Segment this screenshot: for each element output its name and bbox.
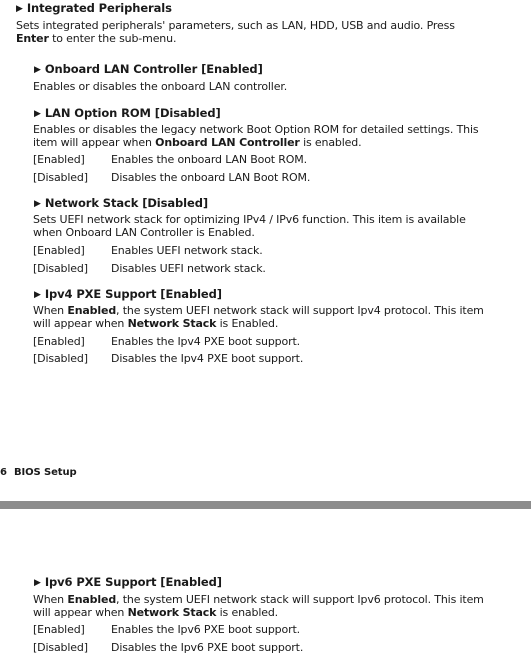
network-stack-heading (34, 196, 208, 211)
option-value: Enables UEFI network stack. (111, 244, 263, 257)
page-divider (0, 501, 531, 509)
option-key: [Disabled] (33, 171, 88, 184)
desc-text: , the system UEFI network stack will support Ipv4 protocol. This item (116, 304, 484, 317)
triangle-bullet-icon: ▶ (34, 65, 41, 75)
onboard-lan-description: Enables or disables the onboard LAN controller. (33, 80, 288, 93)
desc-bold-text: Network Stack (127, 605, 217, 619)
desc-text: is Enabled. (216, 316, 279, 330)
option-row (33, 335, 300, 348)
option-key: [Disabled] (33, 352, 88, 365)
option-value: Enables the onboard LAN Boot ROM. (111, 153, 307, 166)
network-stack-description (33, 214, 528, 239)
ipv6-pxe-title: Ipv6 PXE Support [Enabled] (44, 575, 222, 589)
desc-text: , the system UEFI network stack will support Ipv6 protocol. This item (116, 593, 484, 606)
option-value: Disables the Ipv4 PXE boot support. (111, 352, 304, 365)
desc-text: Enables or disables the legacy network Boot Option ROM for detailed settings. This (33, 123, 479, 136)
ipv6-pxe-description (33, 594, 528, 619)
option-key: [Disabled] (33, 262, 88, 275)
option-row (33, 262, 266, 275)
desc-bold-text: Enter (16, 31, 49, 45)
triangle-bullet-icon: ▶ (34, 578, 41, 588)
integrated-peripherals-description (16, 20, 526, 45)
desc-text: is enabled. (216, 605, 279, 619)
option-key: [Enabled] (33, 244, 85, 257)
desc-text: is enabled. (299, 135, 362, 149)
lan-option-rom-description (33, 124, 528, 149)
triangle-bullet-icon: ▶ (34, 290, 41, 300)
network-stack-title: Network Stack [Disabled] (44, 196, 209, 210)
option-key: [Disabled] (33, 641, 88, 654)
option-value: Enables the Ipv6 PXE boot support. (111, 623, 300, 636)
option-row (33, 244, 263, 257)
option-value: Disables UEFI network stack. (111, 262, 266, 275)
option-value: Disables the onboard LAN Boot ROM. (111, 171, 311, 184)
ipv4-pxe-heading (34, 287, 222, 302)
option-row (33, 153, 307, 166)
triangle-bullet-icon: ▶ (34, 199, 41, 209)
page-number: 6 (0, 467, 7, 478)
desc-text: will appear when (33, 605, 128, 619)
page-footer (0, 467, 77, 478)
desc-text: when Onboard LAN Controller is Enabled. (33, 225, 255, 239)
ipv4-pxe-description (33, 305, 528, 330)
desc-text: When (33, 593, 68, 606)
option-value: Disables the Ipv6 PXE boot support. (111, 641, 304, 654)
triangle-bullet-icon: ▶ (34, 109, 41, 119)
option-row (33, 623, 300, 636)
option-row (33, 171, 310, 184)
option-key: [Enabled] (33, 623, 85, 636)
option-key: [Enabled] (33, 153, 85, 166)
onboard-lan-heading (34, 62, 263, 77)
desc-text: Sets UEFI network stack for optimizing IPv4 / IPv6 function. This item is available (33, 213, 466, 226)
lan-option-rom-heading (34, 106, 221, 121)
ipv6-pxe-heading (34, 575, 222, 590)
desc-text: item will appear when (33, 135, 156, 149)
lan-option-rom-title: LAN Option ROM [Disabled] (44, 106, 221, 120)
desc-text: Sets integrated peripherals' parameters, such as LAN, HDD, USB and audio. Press (16, 19, 455, 32)
desc-text: will appear when (33, 316, 128, 330)
desc-bold-text: Network Stack (127, 316, 217, 330)
integrated-peripherals-heading (16, 1, 172, 16)
option-row (33, 641, 303, 654)
option-value: Enables the Ipv4 PXE boot support. (111, 335, 300, 348)
footer-section-label: BIOS Setup (14, 467, 77, 478)
integrated-peripherals-title: Integrated Peripherals (26, 1, 172, 15)
desc-bold-text: Onboard LAN Controller (155, 135, 300, 149)
desc-bold-text: Enabled (67, 304, 117, 317)
triangle-bullet-icon: ▶ (16, 4, 23, 14)
onboard-lan-title: Onboard LAN Controller [Enabled] (44, 62, 263, 76)
desc-text: When (33, 304, 68, 317)
desc-bold-text: Enabled (67, 593, 117, 606)
option-row (33, 352, 303, 365)
option-key: [Enabled] (33, 335, 85, 348)
ipv4-pxe-title: Ipv4 PXE Support [Enabled] (44, 287, 222, 301)
desc-text: to enter the sub-menu. (48, 31, 177, 45)
